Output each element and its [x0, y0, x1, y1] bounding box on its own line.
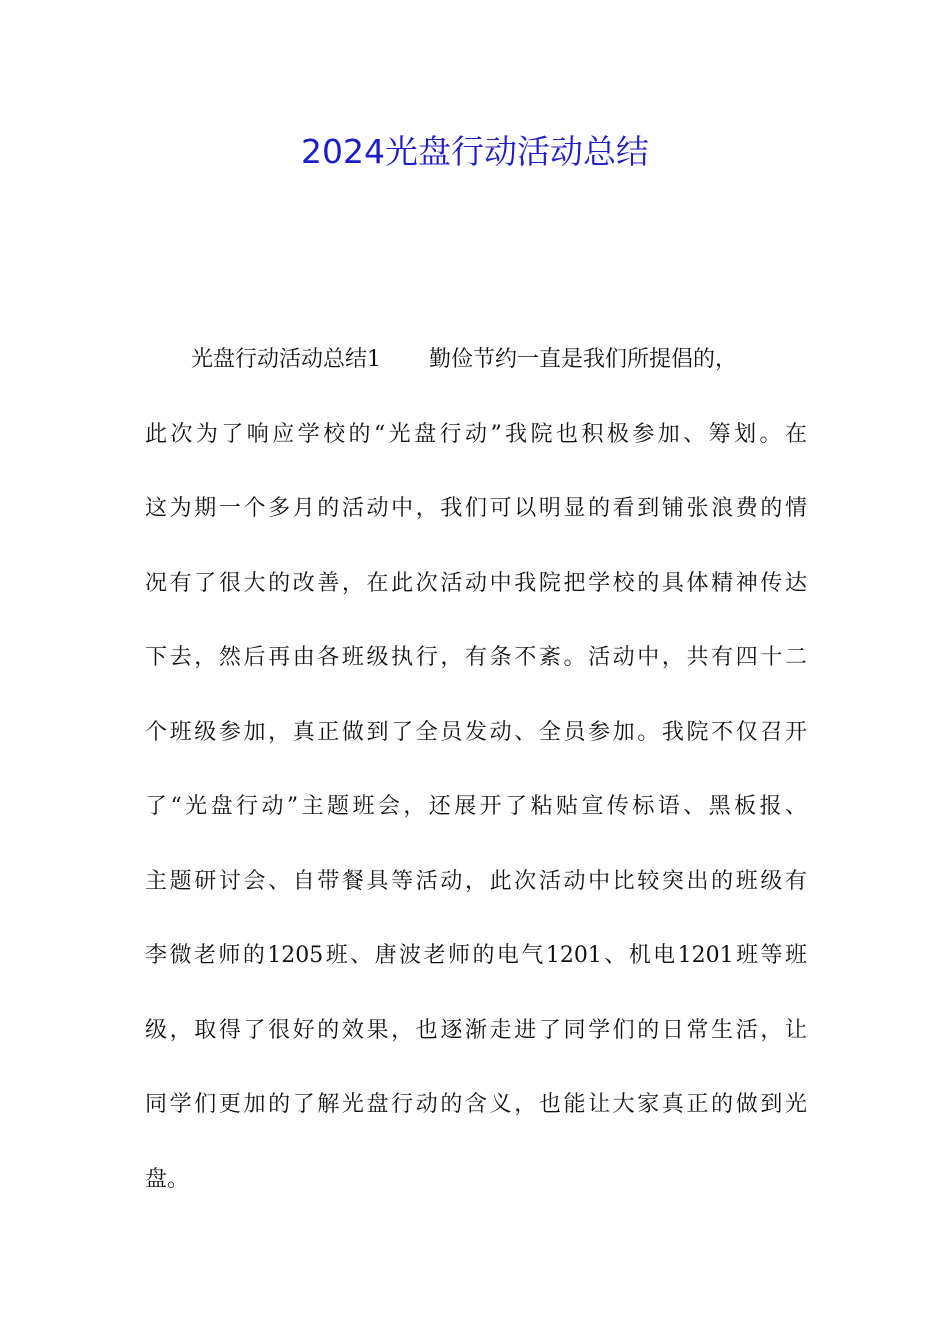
paragraph-line-text: 勤俭节约一直是我们所提倡的， [429, 347, 738, 372]
paragraph-line-5: 下去，然后再由各班级执行，有条不紊。活动中，共有四十二 [145, 645, 807, 670]
paragraph-line-3: 这为期一个多月的活动中，我们可以明显的看到铺张浪费的情 [145, 496, 807, 521]
paragraph-line-4: 况有了很大的改善，在此次活动中我院把学校的具体精神传达 [145, 570, 807, 596]
paragraph-line-7: 了“光盘行动”主题班会，还展开了粘贴宣传标语、黑板报、 [145, 794, 807, 819]
paragraph-line-8: 主题研讨会、自带餐具等活动，此次活动中比较突出的班级有 [145, 868, 807, 894]
document-body [145, 338, 807, 1232]
paragraph-line-10: 级，取得了很好的效果，也逐渐走进了同学们的日常生活，让 [145, 1017, 807, 1043]
paragraph-line-9: 李微老师的1205班、唐波老师的电气1201、机电1201班等班 [145, 943, 807, 968]
document-title: 2024光盘行动活动总结 [301, 132, 649, 171]
paragraph-line-12: 盘。 [145, 1166, 190, 1192]
paragraph-line-11: 同学们更加的了解光盘行动的含义，也能让大家真正的做到光 [145, 1092, 807, 1117]
section-heading: 光盘行动活动总结1 [191, 347, 381, 372]
paragraph-line-6: 个班级参加，真正做到了全员发动、全员参加。我院不仅召开 [145, 719, 807, 745]
paragraph-line-2: 此次为了响应学校的“光盘行动”我院也积极参加、筹划。在 [145, 421, 807, 447]
paragraph-line-1 [145, 338, 807, 413]
